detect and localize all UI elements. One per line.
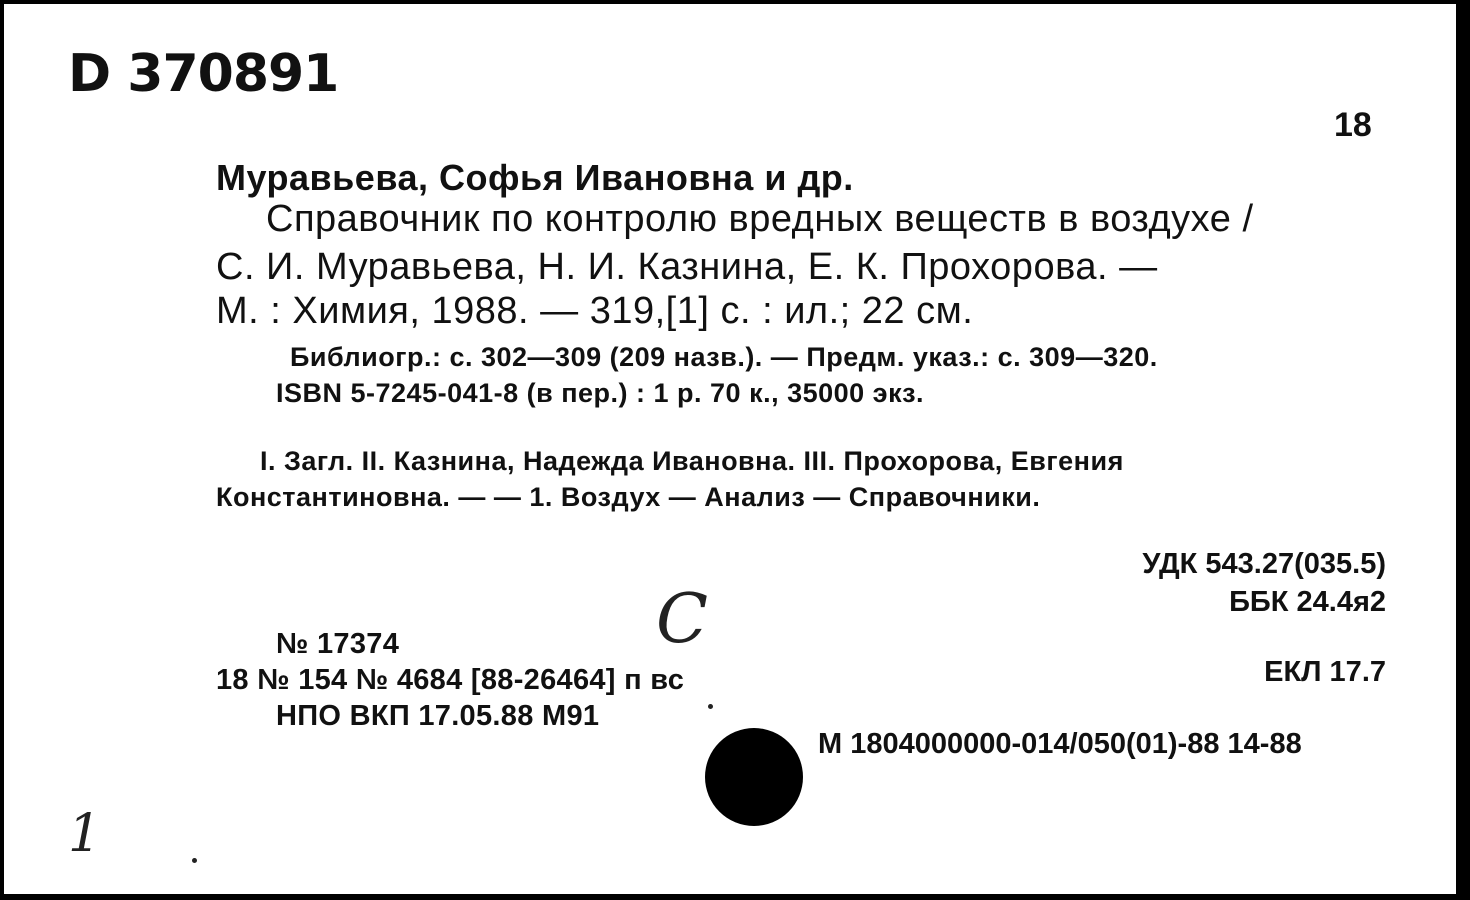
title-line-2: С. И. Муравьева, Н. И. Казнина, Е. К. Прохорова. —	[216, 246, 1158, 288]
call-number: D 370891	[68, 44, 339, 104]
tracing-line-1: I. Загл. II. Казнина, Надежда Ивановна. III. Прохорова, Евгения	[260, 446, 1124, 476]
title-line-1: Справочник по контролю вредных веществ в воздухе /	[266, 198, 1254, 240]
catalog-card	[4, 4, 1456, 894]
publisher-stamp: НПО ВКП 17.05.88 М91	[276, 700, 600, 732]
author-heading: Муравьева, Софья Ивановна и др.	[216, 157, 854, 198]
ink-speck	[708, 704, 713, 709]
punch-hole	[705, 728, 803, 826]
title-line-3: М. : Химия, 1988. — 319,[1] с. : ил.; 22 см.	[216, 290, 974, 332]
inventory-details: 18 № 154 № 4684 [88-26464] п вс	[216, 664, 685, 696]
bibliography-note: Библиогр.: с. 302—309 (209 назв.). — Предм. указ.: с. 309—320.	[290, 342, 1158, 372]
handwritten-number-mark: 1	[68, 804, 102, 864]
ekl-code: ЕКЛ 17.7	[1264, 656, 1386, 688]
page-count: 18	[1334, 106, 1372, 144]
bbk-code: ББК 24.4я2	[1229, 586, 1386, 618]
inventory-number: № 17374	[276, 628, 400, 660]
m-code: М 1804000000-014/050(01)-88 14-88	[818, 728, 1302, 760]
tracing-line-2: Константиновна. — — 1. Воздух — Анализ — Справочники.	[216, 482, 1041, 512]
handwritten-c-mark: С	[656, 580, 709, 659]
isbn-note: ISBN 5-7245-041-8 (в пер.) : 1 р. 70 к., 35000 экз.	[276, 378, 925, 408]
udk-code: УДК 543.27(035.5)	[1142, 548, 1386, 580]
ink-speck	[192, 858, 197, 863]
